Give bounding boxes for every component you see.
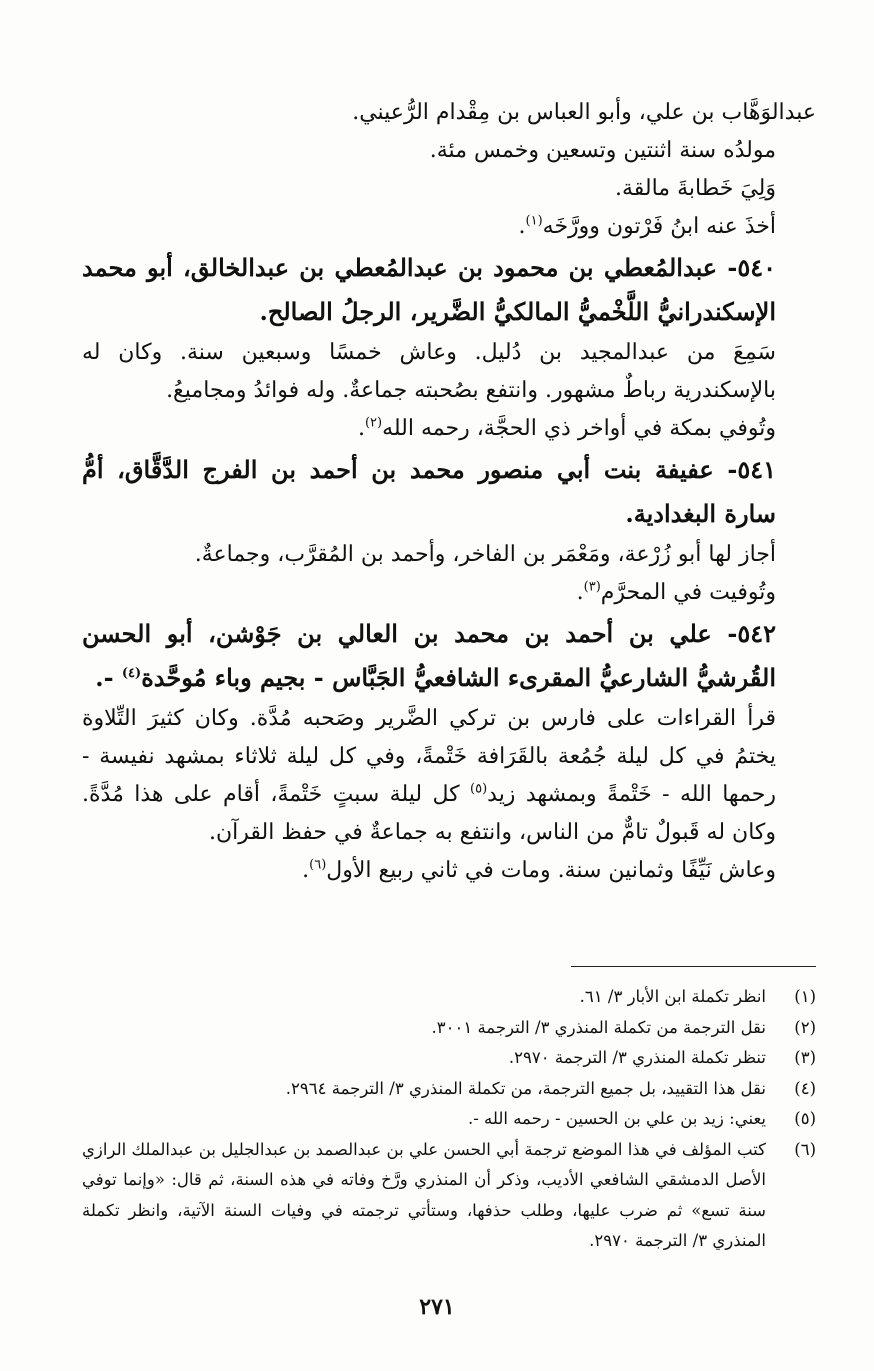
footnote-text: نقل هذا التقييد، بل جميع الترجمة، من تكملة المنذري ٣/ الترجمة ٢٩٦٤. bbox=[285, 1078, 766, 1098]
footnote-number: (٣) bbox=[794, 1048, 816, 1067]
footnote-divider bbox=[571, 966, 816, 967]
footnote bbox=[82, 1135, 816, 1257]
footnote-number: (١) bbox=[794, 987, 816, 1006]
footnote bbox=[82, 1104, 816, 1135]
footnote-number: (٤) bbox=[794, 1078, 816, 1098]
text-line: أخذَ عنه ابنُ فَرْتون وورَّخَه$^{(١)}$. bbox=[518, 213, 776, 239]
footnote-number: (٦) bbox=[794, 1139, 816, 1159]
footnote bbox=[82, 982, 816, 1013]
footnote-ref: (٦) bbox=[309, 857, 327, 873]
footnote bbox=[82, 1074, 816, 1105]
footnote-ref: (١) bbox=[525, 213, 543, 229]
footnote-number: (٢) bbox=[794, 1017, 816, 1037]
entry-paragraph: وتُوفي بمكة في أواخر ذي الحجَّة، رحمه الله$^{(٢)}$. bbox=[357, 415, 776, 441]
footnote-text: يعني: زيد بن علي بن الحسين - رحمه الله -. bbox=[467, 1109, 766, 1128]
entry-paragraph: وعاش نَيِّفًا وثمانين سنة. ومات في ثاني ربيع الأول$^{(٦)}$. bbox=[302, 857, 776, 883]
entry-paragraph: وتُوفيت في المحرَّم$^{(٣)}$. bbox=[576, 579, 776, 605]
footnotes bbox=[82, 982, 816, 1257]
footnote bbox=[82, 1043, 816, 1074]
footnote-text: نقل الترجمة من تكملة المنذري ٣/ الترجمة ٣٠٠١. bbox=[431, 1017, 766, 1037]
footnote-ref: (٣) bbox=[583, 579, 601, 595]
footnote-number: (٥) bbox=[794, 1109, 816, 1128]
text-line: عبدالوَهَّاب بن علي، وأبو العباس بن مِقْدام الرُّعيني. bbox=[352, 100, 816, 125]
page-body bbox=[82, 94, 816, 890]
footnote-ref: (٢) bbox=[364, 415, 383, 431]
text-line: مولدُه سنة اثنتين وتسعين وخمس مئة. bbox=[429, 138, 776, 163]
footnote bbox=[82, 1013, 816, 1044]
footnote-text: كتب المؤلف في هذا الموضع ترجمة أبي الحسن علي بن عبدالصمد بن عبدالجليل بن عبدالملك الرازي الأصل الدمشقي الشافعي الأديب، وذكر أن المنذري ورَّخ وفاته في هذه السنة، ثم قال: «وإنما توفي سنة تسع» ثم ضرب عليها، وطلب حذفها، وستأتي ترجمته في وفيات السنة الآتية، وانظر تكملة المنذري ٣/ الترجمة ٢٩٧٠. bbox=[82, 1139, 766, 1250]
footnote-ref: (٤) bbox=[121, 666, 142, 681]
page-number: ٢٧١ bbox=[419, 1294, 455, 1320]
footnote-ref: (٥) bbox=[470, 781, 488, 797]
entry-paragraph: قرأ القراءات على فارس بن تركي الضَّرير وصَحبه مُدَّة. وكان كثيرَ التِّلاوة يختمُ في كل ليلة جُمُعة بالقَرَافة خَتْمةً، وفي كل ليلة ثلاثاء بمشهد نفيسة - رحمها الله - خَتْمةً وبمشهد زيد$^{(٥)}$ كل ليلة سبتٍ خَتْمةً، أقام على هذا مُدَّةً. وكان له قَبولٌ تامٌّ من الناس، وانتفع به جماعةٌ في حفظ القرآن. bbox=[82, 706, 777, 845]
entry-heading-542: ٥٤٢- علي بن أحمد بن محمد بن العالي بن جَوْشن، أبو الحسن القُرشيُّ الشارعيُّ المقرىء الشافعيُّ الجَبَّاس - بجيم وباء مُوحَّدة$^{(٤)}$ -. bbox=[82, 619, 776, 692]
entry-paragraph: سَمِعَ من عبدالمجيد بن دُليل. وعاش خمسًا وسبعين سنة. وكان له بالإسكندرية رباطٌ مشهور. وانتفع بصُحبته جماعةٌ. وله فوائدُ ومجاميعُ. bbox=[82, 340, 776, 403]
footnote-text: انظر تكملة ابن الأبار ٣/ ٦١. bbox=[579, 987, 766, 1006]
footnote-text: تنظر تكملة المنذري ٣/ الترجمة ٢٩٧٠. bbox=[508, 1048, 766, 1067]
text-line: وَلِيَ خَطابةَ مالقة. bbox=[614, 176, 776, 201]
entry-heading-541: ٥٤١- عفيفة بنت أبي منصور محمد بن أحمد بن الفرج الدَّقَّاق، أمُّ سارة البغدادية. bbox=[82, 455, 777, 528]
entry-heading-540: ٥٤٠- عبدالمُعطي بن محمود بن عبدالمُعطي بن عبدالخالق، أبو محمد الإسكندرانيُّ اللَّخْميُّ المالكيُّ الضَّرير، الرجلُ الصالح. bbox=[82, 253, 777, 326]
entry-paragraph: أجاز لها أبو زُرْعة، ومَعْمَر بن الفاخر، وأحمد بن المُقرَّب، وجماعةٌ. bbox=[194, 542, 776, 567]
